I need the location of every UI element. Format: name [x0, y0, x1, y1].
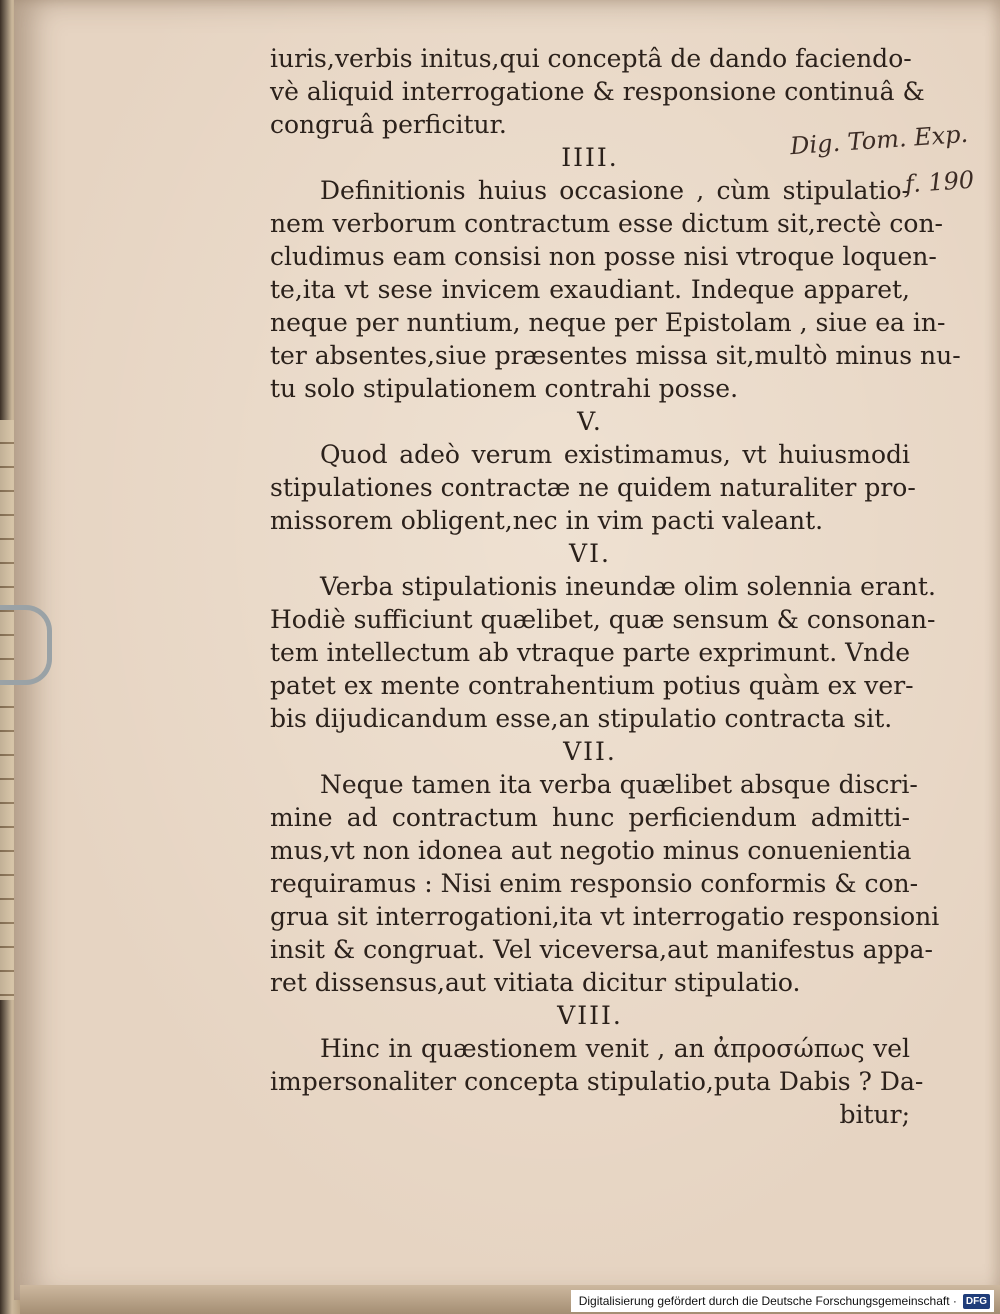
section-number: VII. [563, 737, 617, 766]
text-line: vè aliquid interrogatione & responsione continuâ & [270, 77, 925, 106]
text-line: tu solo stipulationem contrahi posse. [270, 374, 739, 403]
text-line: Verba stipulationis ineundæ olim solennia erant. [320, 572, 936, 601]
text-line: Definitionis huius occasione , cùm stipulatio- [320, 176, 910, 205]
text-line: Quod adeò verum existimamus, vt huiusmodi [320, 440, 910, 469]
text-line: mine ad contractum hunc perficiendum admitti- [270, 803, 910, 832]
text-line: te,ita vt sese invicem exaudiant. Indeque apparet, [270, 275, 910, 304]
text-line: Neque tamen ita verba quælibet absque discri- [320, 770, 918, 799]
text-line: impersonaliter concepta stipulatio,puta Dabis ? Da- [270, 1067, 924, 1096]
text-line: tem intellectum ab vtraque parte exprimunt. Vnde [270, 638, 911, 667]
text-line: missorem obligent,nec in vim pacti valeant. [270, 506, 824, 535]
handwritten-annotation: Dig. Tom. Exp. [789, 119, 969, 161]
dfg-logo-icon: DFG [963, 1294, 990, 1309]
section-number: VI. [569, 539, 611, 568]
text-line: grua sit interrogationi,ita vt interrogatio responsioni [270, 902, 940, 931]
text-line: ter absentes,siue præsentes missa sit,multò minus nu- [270, 341, 961, 370]
text-line: nem verborum contractum esse dictum sit,rectè con- [270, 209, 943, 238]
text-line: neque per nuntium, neque per Epistolam , siue ea in- [270, 308, 946, 337]
section-number: IIII. [561, 143, 619, 172]
section-number: VIII. [557, 1001, 623, 1030]
text-line: bitur; [839, 1100, 910, 1129]
text-line: iuris,verbis initus,qui conceptâ de dando faciendo- [270, 44, 912, 73]
text-line: cludimus eam consisi non posse nisi vtroque loquen- [270, 242, 937, 271]
text-line: ret dissensus,aut vitiata dicitur stipulatio. [270, 968, 801, 997]
text-line: mus,vt non idonea aut negotio minus conuenientia [270, 836, 912, 865]
text-line: patet ex mente contrahentium potius quàm ex ver- [270, 671, 914, 700]
footer-credit: Digitalisierung gefördert durch die Deutsche Forschungsgemeinschaft · [578, 1294, 957, 1308]
digitization-footer [571, 1290, 994, 1312]
text-line: stipulationes contractæ ne quidem naturaliter pro- [270, 473, 916, 502]
text-line: Hodiè sufficiunt quælibet, quæ sensum & consonan- [270, 605, 936, 634]
paper-clip-icon [0, 605, 52, 685]
handwritten-folio-number: f. 190 [904, 165, 975, 199]
text-line: congruâ perficitur. [270, 110, 507, 139]
text-line: bis dijudicandum esse,an stipulatio contracta sit. [270, 704, 893, 733]
text-line: Hinc in quæstionem venit , an ἀπροσώπως vel [320, 1034, 910, 1063]
section-number: V. [577, 407, 603, 436]
text-line: requiramus : Nisi enim responsio conformis & con- [270, 869, 919, 898]
text-line: insit & congruat. Vel viceversa,aut manifestus appa- [270, 935, 933, 964]
